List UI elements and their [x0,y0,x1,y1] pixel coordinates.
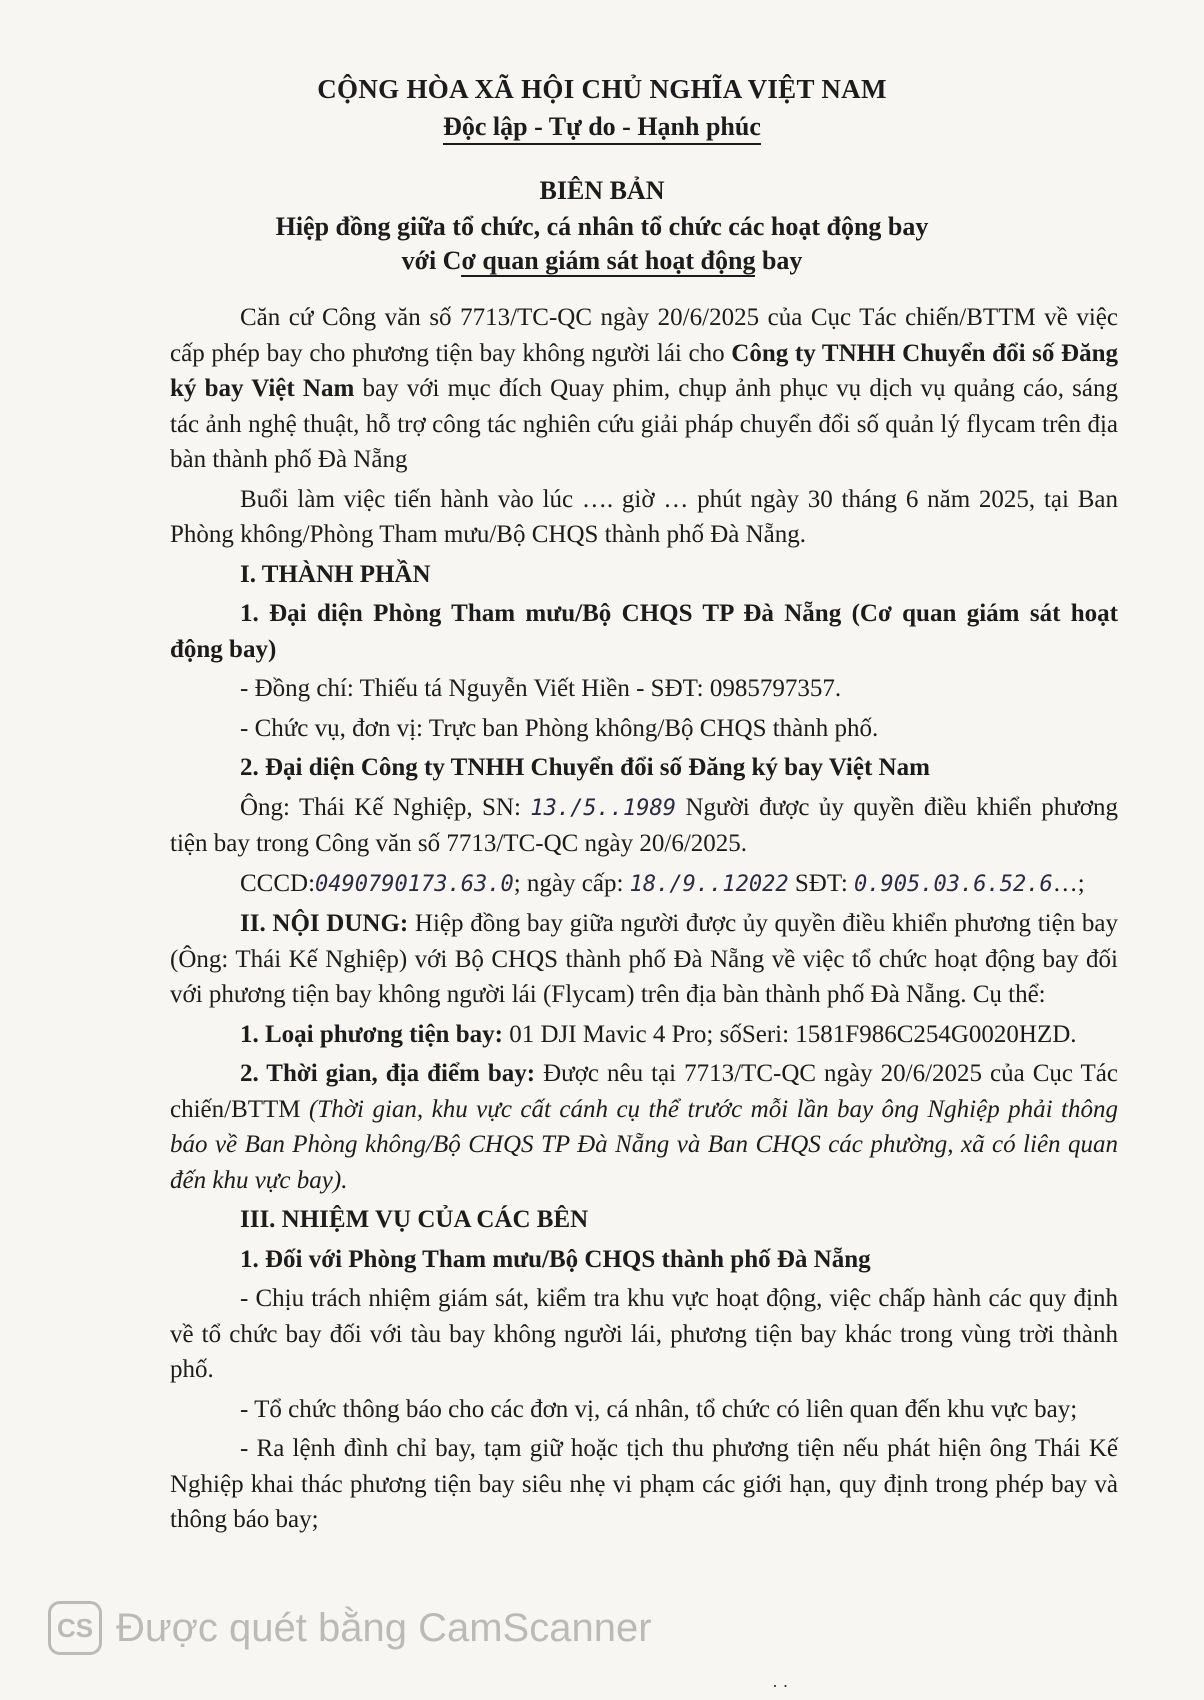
section2-heading: II. NỘI DUNG: [240,910,409,937]
item2-label: 2. Thời gian, địa điểm bay: [240,1060,536,1087]
handwritten-dob: 13./5..1989 [530,795,677,821]
handwritten-phone: 0.905.03.6.52.6 [854,871,1053,897]
section2-item2 [170,1056,1118,1198]
section1-sub2: 2. Đại diện Công ty TNHH Chuyển đổi số Đăng ký bay Việt Nam [240,754,930,781]
document-subtitle-line2 [0,246,1204,276]
intro-p1-b: bay với mục đích Quay phim, chụp ảnh phục vụ dịch vụ quảng cáo, sáng tác ảnh nghệ thuật, hỗ trợ công tác nghiên cứu giải pháp chuyển đổi số quản lý flycam trên địa bàn thành phố Đà Nẵng [170,375,1118,473]
document-title: BIÊN BẢN [539,176,665,205]
section3-sub1: 1. Đối với Phòng Tham mưu/Bộ CHQS thành phố Đà Nẵng [240,1245,871,1273]
subtitle-suffix: bay [755,246,803,275]
watermark-text: Được quét bằng CamScanner [116,1605,652,1650]
section1-sub1-line2: - Chức vụ, đơn vị: Trực ban Phòng không/Bộ CHQS thành phố. [240,714,879,742]
section2-item1 [170,1017,1118,1053]
scan-speck: · · [772,1676,789,1696]
handwritten-cccd: 0490790173.63.0 [315,871,514,897]
national-motto [0,112,1204,142]
representative-rest: Người được ủy quyền điều khiển phương tiện bay trong Công văn số 7713/TC-QC ngày 20/6/2025. [170,793,1118,857]
subtitle-prefix: với C [401,246,462,275]
item1-label: 1. Loại phương tiện bay: [240,1020,503,1048]
issue-date-label: ; ngày cấp: [513,869,630,897]
company-name: Công ty TNHH Chuyển đổi số Đăng ký bay Việt Nam [170,339,1118,402]
section2-paragraph [170,906,1118,1013]
section2-text: Hiệp đồng bay giữa người được ủy quyền điều khiển phương tiện bay (Ông: Thái Kế Nghiệp) với Bộ CHQS thành phố Đà Nẵng về việc tổ chức hoạt động bay đối với phương tiện bay không người lái (Flycam) trên địa bàn thành phố Đà Nẵng. Cụ thể: [170,910,1118,1008]
section1-sub1: 1. Đại diện Phòng Tham mưu/Bộ CHQS TP Đà Nẵng (Cơ quan giám sát hoạt động bay) [170,600,1118,663]
section3-line3: - Ra lệnh đình chỉ bay, tạm giữ hoặc tịch thu phương tiện nếu phát hiện ông Thái Kế Nghiệp khai thác phương tiện bay siêu nhẹ vi phạm các giới hạn, quy định trong phép bay và thông báo bay; [170,1435,1118,1533]
item2-value: Được nêu tại 7713/TC-QC ngày 20/6/2025 của Cục Tác chiến/BTTM [170,1060,1118,1123]
phone-tail: …; [1052,869,1085,897]
camscanner-logo-icon: CS [48,1601,102,1655]
section1-heading: I. THÀNH PHẦN [240,560,431,588]
document-body [170,300,1118,1538]
handwritten-issue-date: 18./9..12022 [629,871,789,897]
representative-label: Ông: Thái Kế Nghiệp, SN: [240,793,531,821]
representative-line [170,790,1118,862]
document-subtitle-line1: Hiệp đồng giữa tổ chức, cá nhân tổ chức các hoạt động bay [275,212,929,241]
section3-heading: III. NHIỆM VỤ CỦA CÁC BÊN [240,1206,589,1233]
section3-line2: - Tổ chức thông báo cho các đơn vị, cá nhân, tổ chức có liên quan đến khu vực bay; [240,1395,1078,1423]
intro-paragraph-2: Buổi làm việc tiến hành vào lúc …. giờ … phút ngày 30 tháng 6 năm 2025, tại Ban Phòng không/Phòng Tham mưu/Bộ CHQS thành phố Đà Nẵng. [170,485,1118,548]
item2-note: (Thời gian, khu vực cất cánh cụ thể trước mỗi lần bay ông Nghiệp phải thông báo về Ban Phòng không/Bộ CHQS TP Đà Nẵng và Ban CHQS các phường, xã có liên quan đến khu vực bay). [170,1095,1119,1194]
item1-value: 01 DJI Mavic 4 Pro; sốSeri: 1581F986C254G0020HZD. [502,1020,1077,1048]
subtitle-underlined: ơ quan giám sát hoạt động [461,246,756,275]
motto-text: Độc lập - Tự do - Hạnh phúc [443,112,761,145]
intro-p1-a: Căn cứ Công văn số 7713/TC-QC ngày 20/6/2025 của Cục Tác chiến/BTTM về việc cấp phép bay cho phương tiện bay không người lái cho [170,304,1118,367]
phone-label: SĐT: [788,869,855,897]
intro-paragraph-1 [170,300,1118,478]
camscanner-watermark [48,1600,708,1656]
id-card-line [170,866,1118,903]
section1-sub1-line1: - Đồng chí: Thiếu tá Nguyễn Viết Hiền - SĐT: 0985797357. [240,675,842,702]
cccd-label: CCCD: [240,869,316,897]
national-title: CỘNG HÒA XÃ HỘI CHỦ NGHĨA VIỆT NAM [317,74,887,104]
section3-line1: - Chịu trách nhiệm giám sát, kiểm tra khu vực hoạt động, việc chấp hành các quy định về tổ chức bay đối với tàu bay không người lái, phương tiện bay khác trong vùng trời thành phố. [170,1285,1118,1383]
